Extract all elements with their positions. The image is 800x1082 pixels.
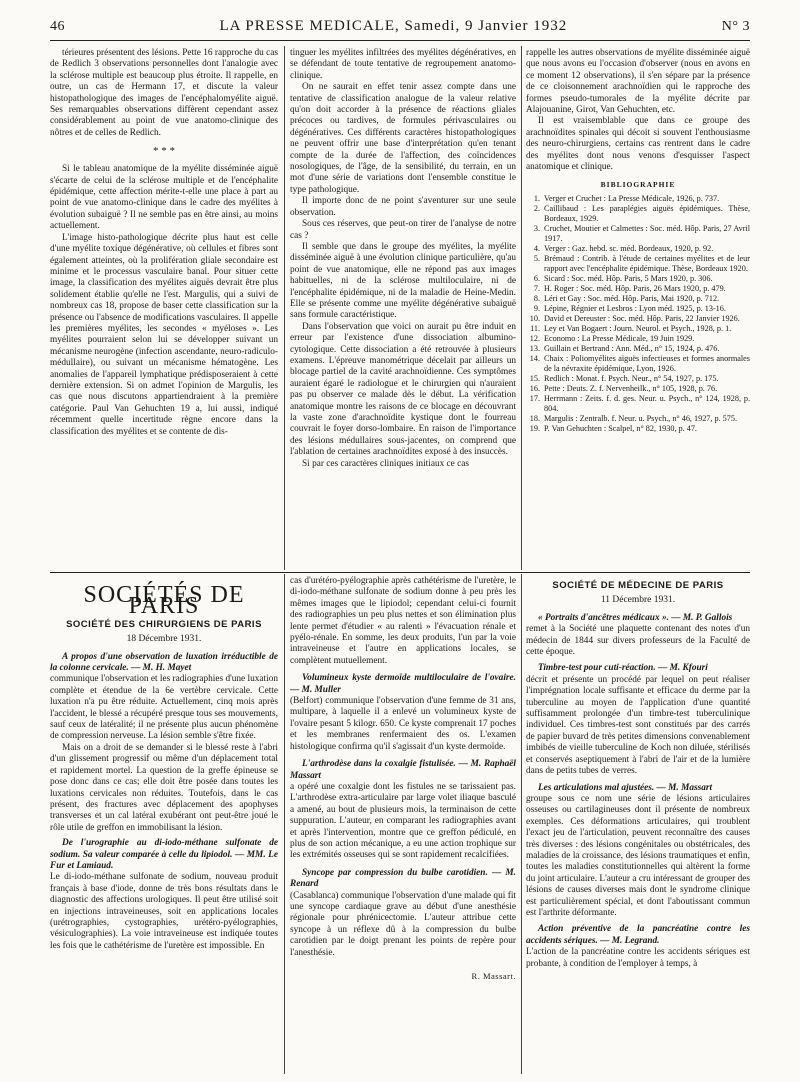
page-header [50,18,750,40]
bibliography-entry [526,304,750,314]
bibliography-text: P. Van Gehuchten : Scalpel, n° 82, 1930, p. 47. [544,423,697,433]
paragraph: tinguer les myélites infiltrées des myélites dégénératives, en se défendant de toute tentative de regroupement anatomo-clinique. [290,48,516,81]
paragraph: L'action de la pancréatine contre les accidents sériques est probante, à condition de l'employer à temps, à [526,947,750,969]
bibliography-text: Sicard : Soc. méd. Hôp. Paris, 5 Mars 1920, p. 306. [544,273,713,283]
communication-heading: A propos d'une observation de luxation irréductible de la colonne cervicale. — M. H. Mayet [50,651,278,674]
paragraph: a opéré une coxalgie dont les fistules ne se tarissaient pas. L'arthrodèse extra-articulaire par large volet iliaque basculé a amené, au bout de plusieurs mois, la terminaison de cette suppuration. L'auteur, en comparant les radiographies avant et après l'intervention, montre que ce greffon pédiculé, en plus de son action mécanique, a eu une action trophique sur les extrémités osseuses qui se sont rapidement recalcifiées. [290,781,516,861]
bibliography-list [526,194,750,434]
paragraph: Il semble que dans le groupe des myélites, la myélite disséminée aiguë à une évolution clinique particulière, qu'au point de vue anatomique, elle ne répond pas aux images habituelles, ni de la sclérose multiloculaire, ni de l'encéphalite épidémique, ni de la maladie de Heine-Medin. Elle se présente comme une myélite dégénérative subaiguë sans formule caractéristique. [290,241,516,321]
section-rule [50,572,750,573]
paragraph: On ne saurait en effet tenir assez compte dans une tentative de classification analogue de la valeur relative qu'on doit accorder à la présence de réactions gliales précoces ou tardives, de formules périvasculaires ou dégénératives. Ces différents caractères histopathologiques ne peuvent offrir une base d'interprétation qu'en tenant compte de la durée de l'affection, des coïncidences nosologiques, de l'âge, de la sensibilité, du terrain, en un mot d'une série de variations dont l'ensemble constitue le type pathologique. [290,82,516,195]
bibliography-title: BIBLIOGRAPHIE [600,180,676,190]
bibliography-text: Herrmann : Zeits. f. d. ges. Neur. u. Psych., n° 124, 1928, p. 804. [544,393,750,413]
bibliography-number: 12. [529,333,540,343]
paragraph: Si par ces caractères cliniques initiaux ce cas [302,458,470,469]
paragraph: Dans l'observation que voici on aurait pu être induit en erreur par l'existence d'une dissociation albumino-cytologique. Cette dissociation a été retrouvée à plusieurs examens. L'épreuve manométrique décelait par ailleurs un blocage partiel de la cavité arachnoïdienne. Ces symptômes auraient égaré le radiologue et le chirurgien qui n'auraient pas pu observer ce malade dès le début. La vérification anatomique montre les raisons de ce blocage en découvrant la vaste zone d'arachnoïdite kystique dont le fourreau couvrait le foyer dorso-lombaire. En raison de l'importance des lésions médullaires sous-jacentes, on comprend que l'ablation de certaines arachnoïdites exposé à des insuccès. [290,321,516,458]
bibliography-text: Cruchet, Moutier et Calmettes : Soc. méd. Hôp. Paris, 27 Avril 1917. [544,223,750,243]
paragraph: Il importe donc de ne point s'aventurer sur une seule observation. [290,196,516,218]
bibliography-entry [526,294,750,304]
society-title: SOCIÉTÉ DE MÉDECINE DE PARIS [552,580,724,591]
paragraph: L'image histo-pathologique décrite plus haut est celle d'une myélite toxique dégénérative, où cellules et fibres sont également atteintes, où la prolifération gliale secondaire est minime et le processus vasculaire banal. Pour situer cette image, la classification des myélites aiguës devrait être plus solidement établie qu'elle ne l'est. Margulis, qui a suivi de nombreux cas 18, propose de baser cette classification sur la présence ou l'absence de modifications vasculaires. Il appelle les premières myélites, les secondes « myéloses ». Les myélites pourraient selon lui se développer suivant un mécanisme neurogène (infection ascendante, neuro-radiculo-médullaire), ou suivant un mécanisme hématogène. Les anomalies de l'appareil lymphatique prédisposeraient à cette dernière extension. Si on admet l'opinion de Margulis, les cas que nous discutons appartiendraient à la première catégorie. Paul Van Gehuchten 19 a, lui aussi, indiqué récemment quelle incertitude règne encore dans la classification des myélites et se contente de dis- [50,232,278,437]
bibliography-entry [526,324,750,334]
bibliography-number: 2. [533,203,540,213]
communication-heading: Syncope par compression du bulbe carotidien. — M. Renard [290,867,516,890]
bibliography-entry [526,274,750,284]
bibliography-entry [526,414,750,424]
bibliography-number: 9. [533,303,540,313]
bibliography-entry [526,384,750,394]
session-date: 18 Décembre 1931. [126,634,202,645]
column-divider [521,46,522,570]
bibliography-text: Economo : La Presse Médicale, 19 Juin 1929. [544,333,695,343]
bibliography-entry [526,344,750,354]
column-divider [521,574,522,1074]
signature: R. Massart. [471,971,516,981]
bibliography-text: Léri et Gay : Soc. méd. Hôp. Paris, Mai 1920, p. 712. [544,293,720,303]
article-column-2 [290,48,516,570]
bibliography-text: Lépine, Régnier et Lesbros : Lyon méd. 1925, p. 13-16. [544,303,726,313]
bibliography-number: 15. [529,373,540,383]
bibliography-number: 14. [529,353,540,363]
paragraph: (Casablanca) communique l'observation d'une malade qui fit une syncope cardiaque grave au début d'une anesthésie régionale pour phrénicectomie. L'auteur attribue cette syncope à un réflexe dû à la compression du bulbe carotidien par le doigt prenant les points de repère pour l'anesthésie. [290,890,516,958]
paragraph: térieures présentent des lésions. Pette 16 rapproche du cas de Redlich 3 observations personnelles dont l'analogie avec la sclérose multiple est beaucoup plus étroite. Il rappelle, en outre, un cas de Hermann 17, et discute la valeur histopathologique des images de l'encéphalomyélite aiguë. Ses remarquables observations diffèrent cependant assez considérablement au point de vue anatomo-clinique des nôtres et de celles de Redlich. [50,48,278,138]
bibliography-text: David et Dereuster : Soc. méd. Hôp. Paris, 22 Janvier 1926. [544,313,740,323]
bibliography-text: Pette : Deuts. Z. f. Nervenheilk., n° 105, 1928, p. 76. [544,383,718,393]
bibliography-text: Ley et Van Bogaert : Journ. Neurol. et Psych., 1928, p. 1. [544,323,732,333]
bibliography-entry [526,354,750,374]
paragraph: Sous ces réserves, que peut-on tirer de l'analyse de notre cas ? [290,219,516,241]
paragraph: (Belfort) communique l'observation d'une femme de 31 ans, multipare, à laquelle il a enlevé un volumineux kyste de l'ovaire pesant 5 kilogr. 650. Ce kyste comprenait 17 poches et les membranes renfermaient des os. L'examen histologique confirma qu'il s'agissait d'un kyste dermoïde. [290,696,516,752]
paragraph: rappelle les autres observations de myélite disséminée aiguë que nous avons eu l'occasion d'observer (nous en avons en ce moment 12 observations), il s'en sépare par la présence de ce cloisonnement arachnoïdien qui le rapproche des formes pseudo-tumorales de la myélite décrite par Alajouanine, Girot, Van Gehuchten, etc. [526,48,750,116]
bibliography-number: 13. [529,343,540,353]
paragraph: groupe sous ce nom une série de lésions articulaires osseuses ou cartilagineuses dont il présente de nombreux exemples. Ces déformations articulaires, qui troublent l'exact jeu de l'articulation, peuvent reconnaître des causes très diverses : des lésions congénitales ou obstétricales, des maladies de la croissance, des lésions traumatiques et enfin, toutes les maladies constitutionnelles qui altèrent la forme du joint articulaire. L'auteur a cru intéressant de grouper des lésions de causes diverses mais dont le syndrome clinique est particulièrement spécial, et dont l'aboutissant commun est l'arthrite déformante. [526,793,750,918]
bibliography-entry [526,374,750,384]
bibliography-entry [526,194,750,204]
bibliography-text: Guillain et Bertrand : Ann. Méd., n° 15, 1924, p. 476. [544,343,720,353]
bibliography-text: Verger et Cruchet : La Presse Médicale, 1926, p. 737. [544,193,720,203]
bibliography-text: Margulis : Zentralb. f. Neur. u. Psych., n° 46, 1927, p. 575. [544,413,738,423]
societes-column-2 [290,576,516,1076]
bibliography-entry [526,204,750,224]
communication-heading: Volumineux kyste dermoïde multiloculaire de l'ovaire. — M. Muller [290,673,516,695]
section-separator: * * * [153,145,175,158]
paragraph: remet à la Société une plaquette contenant des notes d'un médecin de 1844 sur divers professeurs de la Faculté de cette époque. [526,624,750,658]
article-column-3 [526,48,750,570]
paragraph: Si le tableau anatomique de la myélite disséminée aiguë s'écarte de celui de la sclérose multiple et de l'encéphalite épidémique, cette affection mérite-t-elle une place à part au point de vue anatomo-clinique dans le cadre des myélites à évolution subaiguë ? Il ne semble pas en être ainsi, au moins actuellement. [50,164,278,232]
communication-heading: Timbre-test pour cuti-réaction. — M. Kfouri [538,663,708,674]
bibliography-number: 18. [529,413,540,423]
bibliography-text: Redlich : Monat. f. Psych. Neur., n° 54, 1927, p. 175. [544,373,719,383]
paragraph: cas d'urétéro-pyélographie après cathétérisme de l'uretère, le di-iodo-méthane sulfonate de sodium donne à peu près les mêmes images que le lipiodol; cependant celui-ci fournit des radiographies un peu plus nettes et son élimination plus lente permet d'étudier « au ralenti » l'évacuation rénale et pyélo-rénale. En somme, les deux produits, l'un par la voie intraveineuse et l'autre en applications locales, se complètent mutuellement. [290,576,516,666]
communication-heading: « Portraits d'ancêtres médicaux ». — M. P. Gallois [538,612,733,623]
bibliography-number: 4. [533,243,540,253]
article-column-1 [50,48,278,570]
bibliography-number: 5. [533,253,540,263]
session-date: 11 Décembre 1931. [600,595,676,606]
bibliography-text: Brémaud : Contrib. à l'étude de certaines myélites et de leur rapport avec l'encéphalite épidémique. Thèse, Bordeaux 1920. [544,253,750,273]
bibliography-number: 1. [533,193,540,203]
paragraph: Il est vraisemblable que dans ce groupe des arachnoïdites spinales qui décoit si souvent l'enthousiasme des neuro-chirurgiens, certains cas rentrent dans le cadre des myélites dont nous venons d'esquisser l'aspect anatomique et clinique. [526,116,750,173]
header-rule [50,40,750,41]
issue-number: N° 3 [721,19,750,34]
bibliography-text: Chaix : Poliomyélites aiguës infectieuses et formes anormales de la névraxite épidémique, Lyon, 1926. [544,353,750,373]
paragraph: Mais on a droit de se demander si le blessé reste à l'abri d'un glissement progressif ou même d'un déplacement total et rapidement mortel. La question de la greffe épineuse se pose donc dans ce cas; elle doit être posée dans toutes les luxations cervicales non réduites. Toutefois, dans le cas présent, des fractures avec déplacement des apophyses transverses et un cal latéral exubérant ont peut-être joué le rôle utile de greffon en immobilisant la lésion. [50,742,278,833]
bibliography-number: 8. [533,293,540,303]
bibliography-text: Caillibaud : Les paraplégies aiguës épidémiques. Thèse, Bordeaux, 1929. [544,203,750,223]
bibliography-number: 6. [533,273,540,283]
paragraph: communique l'observation et les radiographies d'une luxation complète et étendue de la 6e vertèbre cervicale. Cette luxation n'a pu être réduite. Actuellement, cinq mois après l'accident, le blessé a récupéré presque tous ses mouvements, sauf ceux de latéralité; il ne présente plus aucun phénomène de compression nerveuse. La lésion semble s'être fixée. [50,674,278,742]
bibliography-entry [526,424,750,434]
page-number: 46 [50,19,65,34]
bibliography-number: 3. [533,223,540,233]
societes-column-3 [526,576,750,1076]
bibliography-entry [526,394,750,414]
journal-title: LA PRESSE MEDICALE, Samedi, 9 Janvier 1932 [219,18,568,34]
column-divider [284,46,285,570]
bibliography-number: 10. [529,313,540,323]
bibliography-entry [526,254,750,274]
communication-heading: L'arthrodèse dans la coxalgie fistulisée. — M. Raphaël Massart [290,759,516,781]
communication-heading: De l'urographie au di-iodo-méthane sulfonate de sodium. Sa valeur comparée à celle du lipiodol. — MM. Le Fur et Lamiaud. [50,838,278,871]
communication-heading: Les articulations mal ajustées. — M. Massart [538,782,713,793]
bibliography-text: Verger : Gaz. hebd. sc. méd. Bordeaux, 1920, p. 92. [544,243,714,253]
societes-column-1 [50,576,278,1076]
bibliography-number: 7. [533,283,540,293]
bibliography-number: 16. [529,383,540,393]
bibliography-number: 19. [529,423,540,433]
bibliography-entry [526,314,750,324]
society-title: SOCIÉTÉ DES CHIRURGIENS DE PARIS [66,618,262,630]
bibliography-entry [526,244,750,254]
bibliography-number: 17. [529,393,540,403]
section-title: SOCIÉTÉS DE PARIS [83,582,245,620]
paragraph: Le di-iodo-méthane sulfonate de sodium, nouveau produit français à base d'iode, donne de très bons résultats dans le diagnostic des affections urologiques. Il peut être utilisé soit en injections intraveineuses, soit en applications locales (urétrographies, cystographies, urétéro-pyélographies, vésiculographies). La voie intraveineuse est indiquée toutes les fois que le cathétérisme de l'uretère est impossible. En [50,872,278,951]
bibliography-entry [526,224,750,244]
communication-heading: Action préventive de la pancréatine contre les accidents sériques. — M. Legrand. [526,924,750,946]
paragraph: décrit et présente un procédé par lequel on peut réaliser l'imprégnation locale suffisante et efficace du derme par la tuberculine au moyen de l'application d'une quantité suffisamment prolongée d'un timbre-test tuberculinique individuel. Ces timbres-test sont constitués par des carrés de papier buvard de très petites dimensions convenablement imbibés de vieille tuberculine de Koch non diluée, stérilisés et conservés aseptiquement à l'abri de l'air et de la lumière dans de petits tubes de verres. [526,674,750,777]
bibliography-number: 11. [530,323,540,333]
bibliography-entry [526,334,750,344]
column-divider [284,574,285,1074]
bibliography-entry [526,284,750,294]
bibliography-text: H. Roger : Soc. méd. Hôp. Paris, 26 Mars 1920, p. 479. [544,283,726,293]
